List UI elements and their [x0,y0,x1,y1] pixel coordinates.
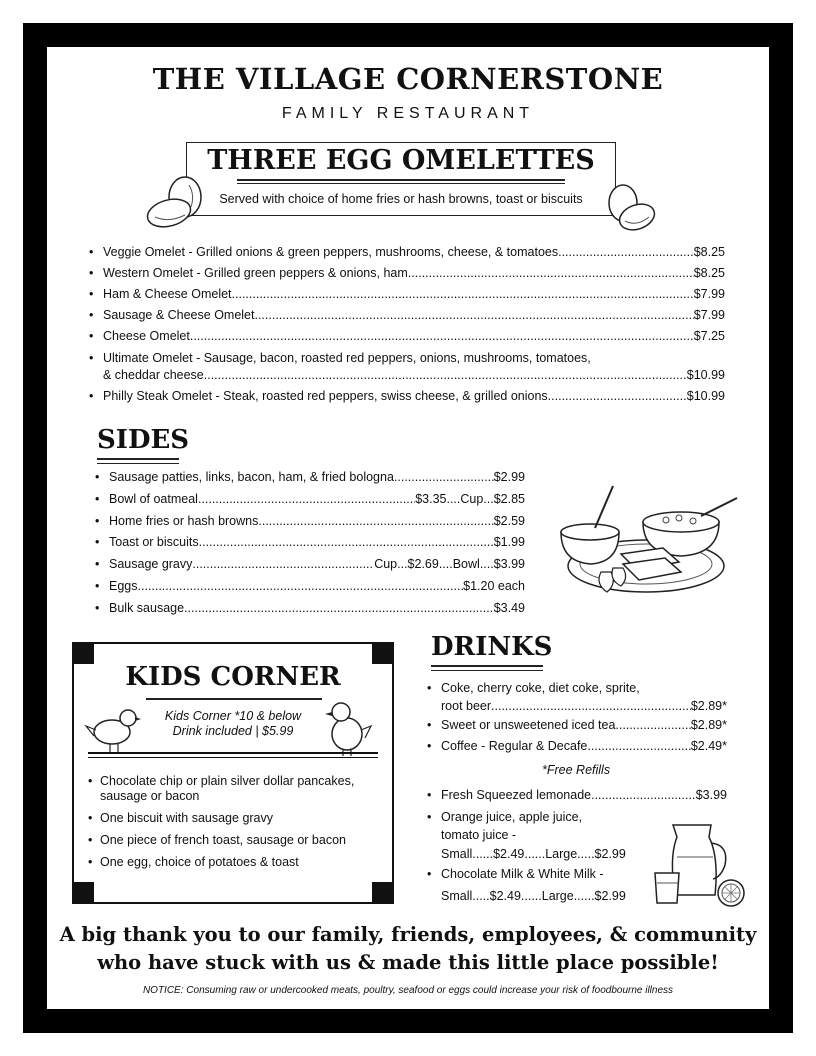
item-price: $2.89* [690,718,727,732]
food-safety-notice: NOTICE: Consuming raw or undercooked meats, poultry, seafood or eggs could increase your risk of foodbourne illness [142,985,674,996]
list-item: • Fresh Squeezed lemonade ..... $3.99 [427,785,727,806]
item-name: & cheddar cheese [103,368,204,382]
item-name: Philly Steak Omelet - Steak, roasted red peppers, swiss cheese, & grilled onions [103,389,548,403]
list-item-continued: Small.....$2.49......Large......$2.99 [441,889,626,903]
item-name: Sausage & Cheese Omelet [103,308,255,322]
corner-decoration [372,882,392,902]
chick-icon [84,700,144,756]
item-name: Sweet or unsweetened iced tea [441,718,616,732]
item-price: $3.35....Cup...$2.85 [415,491,525,506]
drinks-heading: DRINKS [431,632,553,662]
list-item: • Coffee - Regular & Decafe ..... $2.49* [427,736,727,757]
list-item: • Eggs ..... $1.20 each [95,576,525,598]
eggs-icon [145,175,215,229]
free-refills-note: *Free Refills [542,763,611,777]
item-price: $1.20 each [463,578,525,593]
item-name: Fresh Squeezed lemonade [441,788,592,802]
item-price: $8.25 [693,245,725,259]
list-item-continued [89,367,725,384]
list-item: • Coke, cherry coke, diet coke, sprite, [427,681,640,695]
divider [431,665,543,667]
list-item: • Veggie Omelet - Grilled onions & green peppers, mushrooms, cheese, & tomatoes ..... $8.25 [89,242,725,263]
item-name: Ham & Cheese Omelet [103,287,232,301]
item-price: $2.99 [493,470,525,484]
kids-list [88,774,384,877]
item-name: Coke, cherry coke, diet coke, sprite, [441,681,640,695]
list-item: • Chocolate Milk & White Milk - [427,864,727,884]
chick-icon [321,698,375,758]
list-item: • Philly Steak Omelet - Steak, roasted red peppers, swiss cheese, & grilled onions ..... $10.99 [89,384,725,407]
item-name: root beer [441,699,492,713]
item-price: $1.99 [493,535,525,550]
list-item: • Bulk sausage ..... $3.49 [95,598,525,620]
list-item: • One piece of french toast, sausage or bacon [88,833,346,847]
item-name: Toast or biscuits [109,535,199,550]
corner-decoration [372,644,392,664]
divider [431,670,543,671]
list-item: • Sausage gravy ..... Cup...$2.69....Bowl....$3.99 [95,554,525,576]
list-item: • Chocolate chip or plain silver dollar pancakes, sausage or bacon [88,774,384,804]
corner-decoration [74,882,94,902]
item-name: Chocolate chip or plain silver dollar pancakes, sausage or bacon [100,774,355,803]
list-item: • One egg, choice of potatoes & toast [88,855,299,869]
list-item: • Western Omelet - Grilled green peppers & onions, ham ..... $8.25 [89,263,725,284]
item-price: $2.89* [690,699,727,713]
restaurant-title: THE VILLAGE CORNERSTONE [152,62,664,96]
eggs-icon [603,183,659,233]
thank-you-line: who have stuck with us & made this little place possible! [97,951,719,974]
item-name: Bulk sausage [109,600,185,615]
list-item: • Bowl of oatmeal ..... $3.35....Cup...$2.85 [95,489,525,511]
kids-note-line: Kids Corner *10 & below [164,709,302,723]
item-name: Eggs [109,578,138,593]
item-name: Ultimate Omelet - Sausage, bacon, roasted red peppers, onions, mushrooms, tomatoes, [103,351,591,365]
list-item-continued: Small......$2.49......Large.....$2.99 [441,847,626,861]
item-name: Chocolate Milk & White Milk - [441,867,604,881]
list-item: • Cheese Omelet ..... $7.25 [89,326,725,347]
item-name: Western Omelet - Grilled green peppers & onions, ham [103,266,408,280]
list-item-continued: tomato juice - [441,828,517,842]
item-price: $3.49 [493,600,525,615]
item-name: One egg, choice of potatoes & toast [100,855,299,869]
list-item: • Orange juice, apple juice, [427,810,583,824]
item-name: Veggie Omelet - Grilled onions & green peppers, mushrooms, cheese, & tomatoes [103,245,559,259]
divider [97,458,179,462]
divider [88,752,378,754]
juice-pitcher-icon [653,817,749,909]
menu-page [47,47,769,1009]
divider [237,183,565,184]
item-name: Coffee - Regular & Decafe [441,739,588,753]
item-name: Sausage patties, links, bacon, ham, & fried bologna [109,470,394,484]
omelettes-note: Served with choice of home fries or hash browns, toast or biscuits [219,192,583,206]
divider [146,698,322,700]
list-item: • Sausage patties, links, bacon, ham, & fried bologna ..... $2.99 [95,467,525,489]
divider [97,463,179,464]
thank-you-line: A big thank you to our family, friends, employees, & community [59,923,757,946]
sides-list [95,467,525,620]
kids-note-line: Drink included | $5.99 [172,724,294,738]
list-item: • Home fries or hash browns ..... $2.59 [95,511,525,533]
item-name: One biscuit with sausage gravy [100,811,274,825]
sides-heading: SIDES [97,425,190,455]
kids-heading: KIDS CORNER [125,662,341,692]
item-price: Cup...$2.69....Bowl....$3.99 [374,557,525,572]
item-price: $8.25 [693,266,725,280]
list-item-continued [427,697,727,715]
item-name: One piece of french toast, sausage or bacon [100,833,346,847]
thank-you-message [47,921,769,977]
restaurant-subtitle: FAMILY RESTAURANT [281,105,535,122]
item-name: Orange juice, apple juice, [441,810,583,824]
list-item: • Ultimate Omelet - Sausage, bacon, roasted red peppers, onions, mushrooms, tomatoes, [89,351,591,365]
item-name: Bowl of oatmeal [109,491,198,506]
item-price: $10.99 [686,368,725,382]
breakfast-plate-icon [551,484,741,604]
item-price: $2.49* [690,739,727,753]
list-item: • One biscuit with sausage gravy [88,811,274,825]
divider [237,179,565,181]
item-price: $7.25 [693,329,725,343]
list-item: • Sweet or unsweetened iced tea ..... $2.89* [427,715,727,736]
omelettes-heading: THREE EGG OMELETTES [207,145,595,176]
item-price: $3.99 [695,788,727,802]
item-price: $7.99 [693,287,725,301]
item-name: Home fries or hash browns [109,513,259,528]
item-name: Cheese Omelet [103,329,190,343]
list-item: • Toast or biscuits ..... $1.99 [95,532,525,554]
divider [88,757,378,758]
corner-decoration [74,644,94,664]
item-name: Sausage gravy [109,557,193,572]
item-price: $2.59 [493,513,525,528]
list-item: • Ham & Cheese Omelet ..... $7.99 [89,284,725,305]
kids-corner-box [72,642,394,904]
item-price: $7.99 [693,308,725,322]
item-price: $10.99 [686,389,725,403]
list-item: • Sausage & Cheese Omelet ..... $7.99 [89,305,725,326]
omelettes-heading-box [186,142,616,216]
omelettes-list [89,242,725,407]
